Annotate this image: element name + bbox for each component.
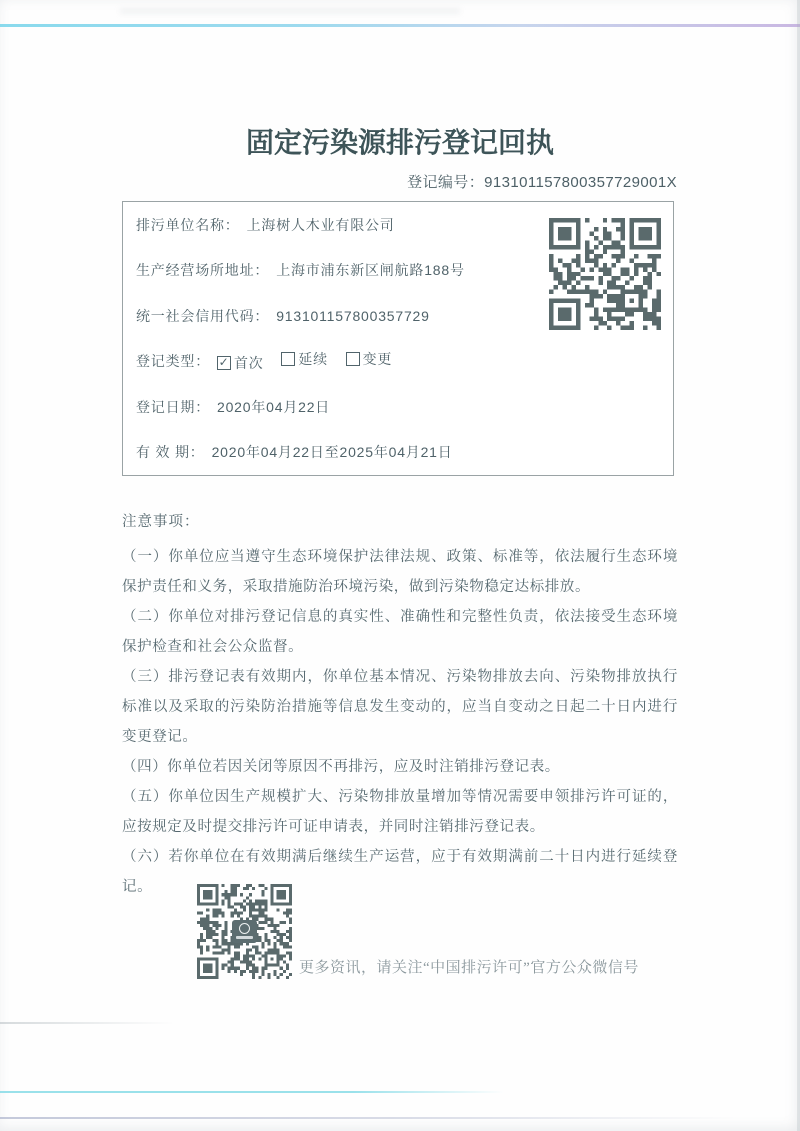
registration-type-options [217, 349, 405, 373]
credit-code-value: 913101157800357729 [276, 307, 430, 324]
unit-name-label: 排污单位名称： [136, 216, 240, 233]
registration-date-row [123, 384, 673, 430]
validity-period-row [123, 430, 673, 476]
registration-date-label: 登记日期： [136, 398, 210, 415]
option-renewal [281, 349, 328, 369]
checkbox-empty-icon [281, 352, 295, 366]
validity-period-label: 有 效 期： [136, 444, 205, 461]
registration-type-label: 登记类型： [136, 353, 210, 370]
address-value: 上海市浦东新区闸航路188号 [276, 262, 465, 279]
note-item-6: （六）若你单位在有效期满后继续生产运营，应于有效期满前二十日内进行延续登记。 [122, 849, 678, 895]
document-title: 固定污染源排污登记回执 [245, 127, 554, 158]
credit-code-label: 统一社会信用代码： [136, 307, 270, 324]
note-item-1: （一）你单位应当遵守生态环境保护法律法规、政策、标准等，依法履行生态环境保护责任和义务，采取措施防治环境污染，做到污染物稳定达标排放。 [122, 549, 678, 595]
checkbox-checked-icon: ✓ [218, 355, 230, 370]
checkbox-empty-icon [346, 352, 360, 366]
note-item-4: （四）你单位若因关闭等原因不再排污，应及时注销排污登记表。 [122, 759, 560, 775]
validity-period-value: 2020年04月22日至2025年04月21日 [211, 444, 453, 461]
option-change [346, 349, 393, 369]
registration-date-value: 2020年04月22日 [217, 398, 331, 415]
registration-qr-code-icon [549, 218, 661, 330]
note-item-5: （五）你单位因生产规模扩大、污染物排放量增加等情况需要申领排污许可证的，应按规定及时提交排污许可证申请表，并同时注销排污登记表。 [122, 789, 678, 835]
scan-artifact-line-bottom-2 [0, 1091, 504, 1093]
scan-artifact-line-bottom-3 [0, 1117, 736, 1119]
note-item-2: （二）你单位对排污登记信息的真实性、准确性和完整性负责，依法接受生态环境保护检查和社会公众监督。 [122, 609, 678, 655]
logo-text-bar [236, 936, 253, 939]
footer-caption: 更多资讯，请关注“中国排污许可”官方公众微信号 [299, 960, 639, 976]
option-renewal-label: 延续 [298, 351, 328, 368]
wechat-official-qr-block [197, 884, 292, 979]
option-first-time [217, 353, 264, 373]
scan-artifact-smudge [120, 8, 460, 14]
registration-number-line [407, 171, 677, 192]
scan-artifact-line-bottom-1 [0, 1022, 175, 1024]
registration-type-row [123, 339, 673, 385]
wechat-account-logo-icon [232, 920, 257, 943]
option-change-label: 变更 [362, 351, 393, 368]
address-label: 生产经营场所地址： [136, 262, 270, 279]
note-item-3: （三）排污登记表有效期内，你单位基本情况、污染物排放去向、污染物排放执行标准以及采取的污染防治措施等信息发生变动的，应当自变动之日起二十日内进行变更登记。 [122, 669, 678, 745]
logo-emblem [239, 923, 250, 934]
notes-heading: 注意事项： [122, 514, 200, 530]
registration-number-value: 913101157800357729001X [484, 174, 677, 191]
option-first-time-label: 首次 [234, 355, 264, 372]
scan-artifact-line-top [0, 24, 800, 27]
registration-info-card [122, 201, 674, 476]
registration-number-label: 登记编号： [407, 174, 485, 191]
unit-name-value: 上海树人木业有限公司 [246, 216, 395, 233]
notes-section [122, 507, 678, 902]
